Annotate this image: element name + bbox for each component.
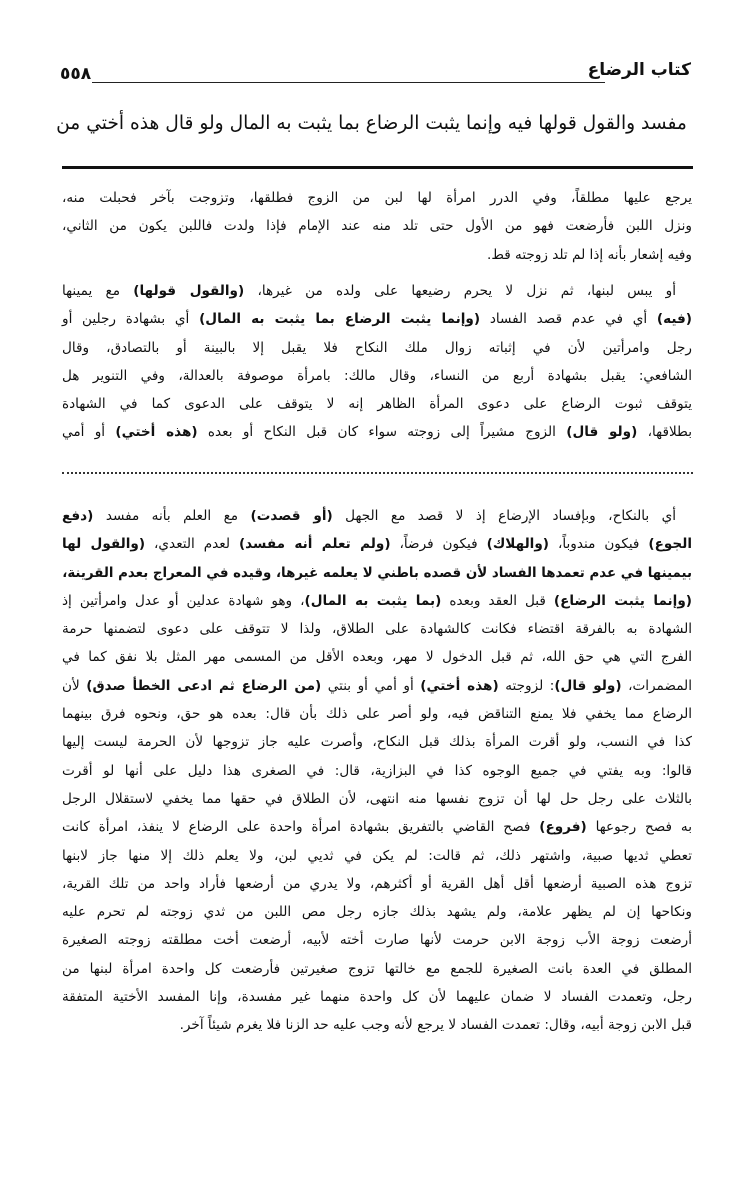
text-line — [62, 390, 692, 418]
bold-quoted-segment: (ولو قال) — [554, 677, 622, 694]
text-line — [62, 184, 692, 212]
text-line — [62, 615, 692, 643]
matn-separator-rule — [62, 166, 693, 169]
bold-quoted-segment: (أو قصدت) — [250, 508, 333, 524]
text-segment: يرجع عليها مطلقاً، وفي الدرر امرأة لها لبن من الزوج فطلقها، وتزوجت بآخر فحبلت منه، — [62, 190, 692, 206]
commentary-block-2 — [62, 502, 692, 1040]
bold-quoted-segment: (ولم تعلم أنه مفسد) — [238, 536, 391, 553]
matn-text: مفسد والقول قولها فيه وإنما يثبت الرضاع بما يثبت به المال ولو قال هذه أختي من — [56, 112, 687, 134]
text-segment: رجل وامرأتين لأن في إثباته زوال ملك النكاح فلا يقبل إلا بالبينة أو بالتصادق، وقال — [62, 339, 692, 356]
bold-quoted-segment: (من الرضاع ثم ادعى الخطأ صدق) — [86, 677, 322, 694]
text-segment: بالثلاث على رجل حل لها أن تزوج نفسها منه انتهى، لأن الطلاق في حقها مما يخفي لاستقلال الرجل — [62, 790, 692, 807]
text-line — [62, 530, 692, 558]
bold-quoted-segment: (وإنما يثبت الرضاع بما يثبت به المال) — [199, 311, 481, 328]
text-line — [62, 870, 692, 898]
text-line — [62, 643, 692, 671]
text-segment: الرضاع مما يخفي فلا يمنع التناقض فيه، ولو أصر على ذلك بأن قال: بعده هو حق، ونحوه فرق بينهما — [62, 706, 692, 723]
text-line — [62, 955, 692, 983]
text-segment: المضمرات، — [621, 677, 692, 694]
text-segment: الشهادة به بالفرقة اقتضاء فكانت كالشهادة على الطلاق، ولذا لا تتوقف على دعوى لتضمنها حرمة — [62, 621, 692, 638]
dotted-separator — [62, 472, 693, 480]
bold-quoted-segment: الجوع) — [648, 536, 692, 553]
text-line — [62, 502, 692, 530]
text-segment: أرضعت زوجة الأب زوجة الابن حرمت لأنها صارت أخته لأبيه، أرضعت أخت مطلقته زوجته الصغيرة — [62, 932, 692, 949]
text-line — [62, 926, 692, 954]
running-title: كتاب الرضاع — [587, 60, 691, 80]
bold-quoted-segment: (بما يثبت به المال) — [304, 592, 442, 609]
text-line — [62, 559, 692, 587]
text-line — [62, 334, 692, 362]
text-segment: فيكون مندوباً، — [549, 536, 649, 553]
bold-quoted-segment: (فروع) — [539, 819, 587, 836]
text-line — [62, 700, 692, 728]
text-segment: أي بالنكاح، وبإفساد الإرضاع إذ لا قصد مع الجهل — [332, 508, 677, 524]
bold-quoted-segment: (والهلاك) — [486, 536, 550, 553]
header-rule — [92, 82, 605, 83]
text-segment: قبل العقد وبعده — [441, 592, 554, 609]
bold-quoted-segment: (هذه أختي) — [420, 677, 499, 694]
text-segment: أو أمي أو بنتي — [321, 677, 421, 694]
text-segment: الفرج التي هي حق الله، ثم قبل الدخول لا مهر، وبعده الأقل من المسمى مهر المثل بلا نفق كما في — [62, 649, 692, 666]
text-segment: تزوج هذه الصبية أرضعها أقل أهل القرية أو أكثرهم، ولا يدري من أرضعها فأراد واحد من تلك القرية، — [62, 875, 692, 892]
text-segment: المطلق في العدة بانت الصغيرة للجمع مع خالتها تزوج صغيرتين فأرضعت كل واحدة امرأة لبنها من — [62, 960, 692, 977]
text-segment: لأن — [62, 677, 87, 694]
text-line — [62, 898, 692, 926]
text-line — [62, 757, 692, 785]
text-segment: كذا في النسب، ولو أقرت المرأة بذلك قبل النكاح، وأصرت عليه جاز تزوجها لأن الحرمة ليست إليها — [62, 734, 692, 751]
text-segment: فصح القاضي بالتفريق بشهادة امرأة واحدة على الرضاع لا ينفذ، امرأة كانت — [62, 819, 540, 836]
bold-quoted-segment: (دفع — [62, 508, 94, 524]
text-line — [62, 587, 692, 615]
footnote-block — [62, 184, 692, 269]
text-line — [62, 842, 692, 870]
text-segment: مع يمينها — [62, 283, 134, 299]
text-line — [62, 983, 692, 1011]
text-segment: تعطي ثديها صبية، واشتهر ذلك، ثم قالت: لم يكن في ثديي لبن، ولا يعلم ذلك إلا منها جاز لابنها — [62, 847, 692, 864]
bold-quoted-segment: (والقول قولها) — [133, 283, 245, 299]
commentary-block-1 — [62, 277, 692, 447]
text-segment: أو يبس لبنها، ثم نزل لا يحرم رضيعها على ولده من غيرها، — [244, 283, 676, 299]
text-line — [62, 362, 692, 390]
text-segment: ونكاحها إن لم يظهر علامة، ولم يشهد بذلك جازه رجل مص اللبن من ثدي زوجته لم تحرم عليه — [62, 904, 692, 921]
text-segment: وفيه إشعار بأنه إذا لم تلد زوجته قط. — [487, 246, 692, 263]
text-segment: ، وهو شهادة عدلين أو عدل وامرأتين إذ — [62, 592, 305, 609]
text-line — [62, 212, 692, 240]
text-segment: بطلاقها، — [637, 424, 692, 441]
bold-quoted-segment: بيمينها في عدم تعمدها الفساد لأن قصده باطني لا يعلمه غيرها، وقيده في المعراج بعدم القرينة، — [62, 564, 692, 581]
text-segment: الشافعي: يقبل بشهادة أربع من النساء، وقال مالك: بامرأة موصوفة بالعدالة، وفي التنوير هل — [62, 367, 692, 384]
text-line — [62, 241, 692, 269]
text-line — [62, 277, 692, 305]
text-segment: ونزل اللبن فأرضعت فهو من الأول حتى تلد منه عند الإمام فإذا ولدت فاللبن يكون من الثاني، — [62, 218, 692, 235]
text-line — [62, 672, 692, 700]
bold-quoted-segment: (وإنما يثبت الرضاع) — [553, 592, 692, 609]
text-line — [62, 785, 692, 813]
text-line — [62, 1011, 692, 1039]
text-segment: قالوا: وبه يفتي في جميع الوجوه كذا في البزازية، قال: في الصغرى هذا دليل على أنها لو أقرت — [62, 762, 692, 779]
text-segment: يتوقف ثبوت الرضاع على دعوى المرأة الظاهر إنه لا يتوقف على الدعوى كما في الشهادة — [62, 396, 692, 413]
text-segment: أو أمي — [62, 424, 116, 441]
page-number: ٥٥٨ — [60, 64, 92, 84]
text-segment: به فصح رجوعها — [586, 819, 692, 836]
text-line — [62, 305, 692, 333]
text-line — [62, 813, 692, 841]
bold-quoted-segment: (فيه) — [656, 311, 692, 328]
bold-quoted-segment: (والقول لها — [62, 536, 146, 553]
text-segment: فيكون فرضاً، — [390, 536, 487, 553]
text-segment: لعدم التعدي، — [145, 536, 239, 553]
text-segment: أي في عدم قصد الفساد — [480, 311, 657, 328]
text-segment: رجل، وتعمدت الفساد لا ضمان عليهما لأن كل واحدة منهما غير مفسدة، وإنا المفسد الأختية المتفقة — [62, 989, 692, 1006]
text-segment: : لزوجته — [498, 677, 555, 694]
text-segment: الزوج مشيراً إلى زوجته سواء كان قبل النكاح أو بعده — [197, 424, 567, 441]
text-line — [62, 418, 692, 446]
text-segment: أي بشهادة رجلين أو — [62, 311, 200, 328]
text-segment: مع العلم بأنه مفسد — [93, 508, 251, 524]
bold-quoted-segment: (ولو قال) — [566, 424, 638, 441]
text-line — [62, 728, 692, 756]
bold-quoted-segment: (هذه أختي) — [115, 424, 198, 441]
text-segment: قبل الابن زوجة أبيه، وقال: تعمدت الفساد لا يرجع لأنه وجب عليه حد الزنا فلا يغرم شيئاً آخر. — [179, 1017, 692, 1034]
